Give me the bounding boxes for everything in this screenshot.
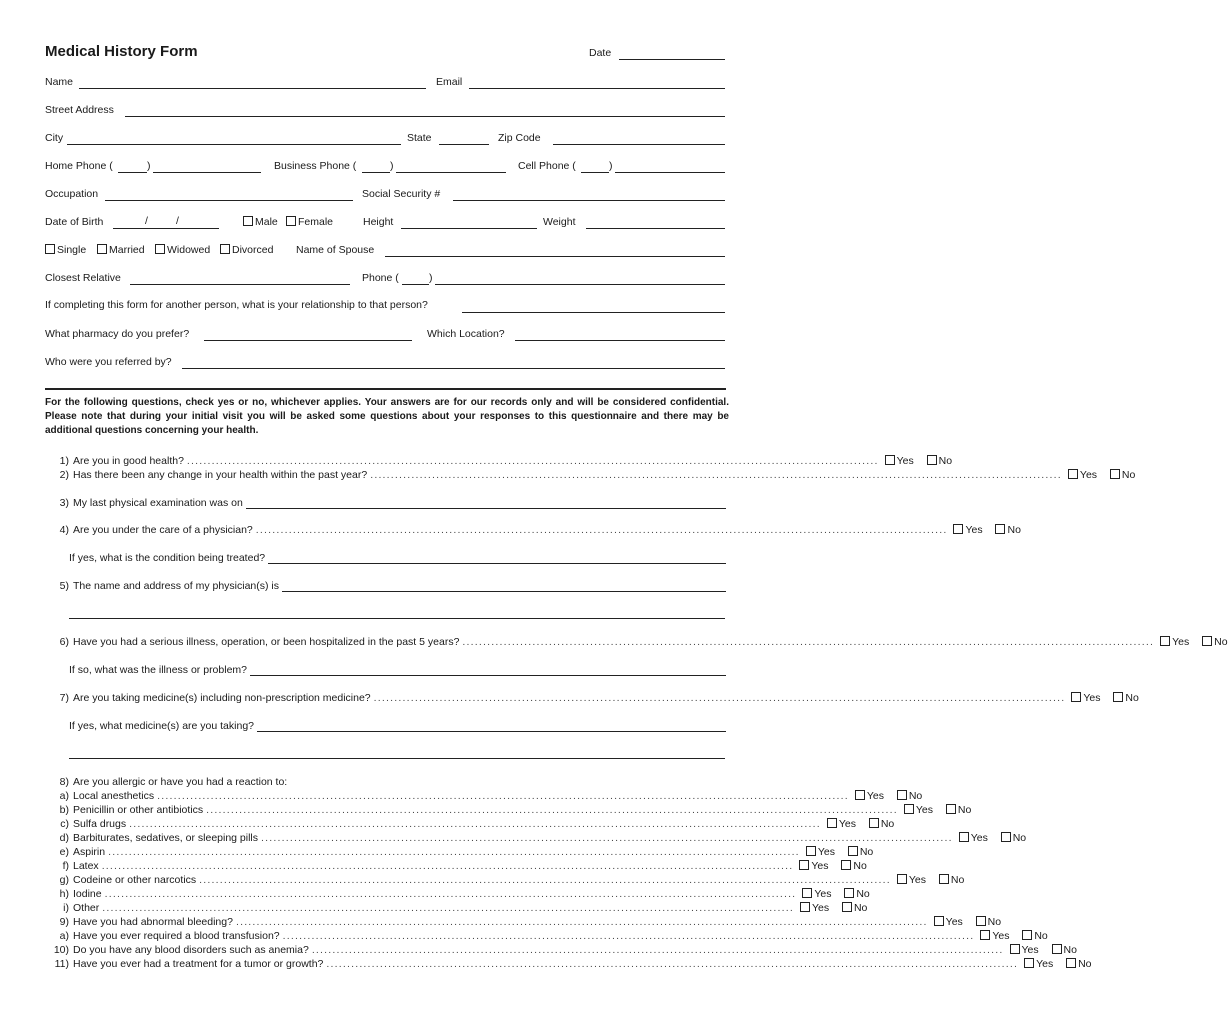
- single-text: Single: [57, 244, 87, 256]
- pharmacy-field[interactable]: [204, 340, 412, 341]
- q8-number: 8): [59, 776, 69, 788]
- dob-slash-2: /: [176, 215, 179, 227]
- question-8h: [55, 887, 870, 901]
- q1-yes[interactable]: Yes: [885, 455, 927, 467]
- home-phone-field[interactable]: [153, 172, 261, 173]
- occupation-label: Occupation: [45, 188, 99, 200]
- q7-number: 7): [59, 692, 69, 704]
- leader-dots: ........................................................................................................................................................................: [282, 930, 975, 942]
- q9a-text: Have you ever required a blood transfusion?: [73, 930, 280, 942]
- q9-yes[interactable]: Yes: [934, 916, 976, 928]
- relationship-field[interactable]: [462, 312, 725, 313]
- q8d-letter: d): [59, 832, 69, 844]
- q1-no[interactable]: No: [927, 455, 957, 467]
- question-6: [45, 635, 1228, 649]
- female-checkbox[interactable]: [286, 216, 296, 226]
- question-2: [45, 468, 1136, 482]
- leader-dots: ........................................................................................................................................................................: [102, 902, 794, 914]
- question-6-followup: [69, 663, 726, 677]
- ssn-label: Social Security #: [362, 188, 441, 200]
- occupation-field[interactable]: [105, 200, 353, 201]
- question-9: [45, 915, 1002, 929]
- q6-no[interactable]: No: [1202, 636, 1232, 648]
- q8f-letter: f): [62, 860, 69, 872]
- city-label: City: [45, 132, 64, 144]
- leader-dots: ........................................................................................................................................................................: [326, 958, 1019, 970]
- relative-label: Closest Relative: [45, 272, 121, 284]
- question-8a: [55, 789, 923, 803]
- email-label: Email: [436, 76, 463, 88]
- female-option[interactable]: [286, 216, 333, 228]
- q8h-no[interactable]: No: [844, 888, 874, 900]
- business-phone-label: Business Phone (: [274, 160, 357, 172]
- q9-number: 9): [59, 916, 69, 928]
- q6-follow-text: If so, what was the illness or problem?: [69, 664, 247, 676]
- height-field[interactable]: [401, 228, 537, 229]
- q5-text: The name and address of my physician(s) is: [73, 580, 280, 592]
- q8h-text: Iodine: [73, 888, 102, 900]
- q4-follow-field[interactable]: [268, 553, 726, 564]
- question-1: [45, 454, 953, 468]
- q2-text: Has there been any change in your health within the past year?: [73, 469, 368, 481]
- q8a-text: Local anesthetics: [73, 790, 155, 802]
- home-phone-area-field[interactable]: [118, 172, 147, 173]
- pharmacy-label: What pharmacy do you prefer?: [45, 328, 190, 340]
- city-field[interactable]: [67, 144, 401, 145]
- q8c-no[interactable]: No: [869, 818, 899, 830]
- q2-number: 2): [59, 469, 69, 481]
- q2-no[interactable]: No: [1110, 469, 1140, 481]
- weight-field[interactable]: [586, 228, 725, 229]
- question-8c: [55, 817, 895, 831]
- divorced-option[interactable]: [220, 244, 273, 256]
- state-label: State: [407, 132, 432, 144]
- q8g-no[interactable]: No: [939, 874, 969, 886]
- q8b-no[interactable]: No: [946, 804, 976, 816]
- q7-follow-field[interactable]: [257, 721, 726, 732]
- question-8i: [55, 901, 868, 915]
- q1-text: Are you in good health?: [73, 455, 184, 467]
- business-phone-paren: ): [390, 160, 394, 172]
- q6-number: 6): [59, 636, 69, 648]
- q8h-yes[interactable]: Yes: [802, 888, 844, 900]
- spouse-field[interactable]: [385, 256, 725, 257]
- q9a-no[interactable]: No: [1022, 930, 1052, 942]
- leader-dots: ........................................................................................................................................................................: [261, 832, 953, 844]
- q8a-letter: a): [59, 790, 69, 802]
- married-text: Married: [109, 244, 145, 256]
- q8-text: Are you allergic or have you had a reaction to:: [73, 776, 288, 788]
- q5-field-line-2[interactable]: [69, 618, 725, 619]
- leader-dots: ........................................................................................................................................................................: [199, 874, 891, 886]
- q11-text: Have you ever had a treatment for a tumor or growth?: [73, 958, 324, 970]
- q6-text: Have you had a serious illness, operation, or been hospitalized in the past 5 years?: [73, 636, 460, 648]
- q11-no[interactable]: No: [1066, 958, 1096, 970]
- question-11: [45, 957, 1092, 971]
- zip-field[interactable]: [553, 144, 725, 145]
- q5-field[interactable]: [282, 581, 726, 592]
- q8i-letter: i): [63, 902, 69, 914]
- male-option[interactable]: [243, 216, 278, 228]
- state-field[interactable]: [439, 144, 489, 145]
- q4-no[interactable]: No: [995, 524, 1025, 536]
- q8c-yes[interactable]: Yes: [827, 818, 869, 830]
- widowed-text: Widowed: [167, 244, 211, 256]
- cell-phone-label: Cell Phone (: [518, 160, 576, 172]
- relative-phone-field[interactable]: [435, 284, 725, 285]
- female-text: Female: [298, 216, 334, 228]
- widowed-checkbox[interactable]: [155, 244, 165, 254]
- home-phone-paren: ): [147, 160, 151, 172]
- leader-dots: ........................................................................................................................................................................: [129, 818, 821, 830]
- q9a-yes[interactable]: Yes: [980, 930, 1022, 942]
- q8e-letter: e): [59, 846, 69, 858]
- location-label: Which Location?: [427, 328, 505, 340]
- question-8g: [55, 873, 965, 887]
- q7-field-line-2[interactable]: [69, 758, 725, 759]
- single-checkbox[interactable]: [45, 244, 55, 254]
- q8e-text: Aspirin: [73, 846, 106, 858]
- q10-yes[interactable]: Yes: [1010, 944, 1052, 956]
- q8c-letter: c): [60, 818, 69, 830]
- question-8d: [55, 831, 1027, 845]
- referred-label: Who were you referred by?: [45, 356, 172, 368]
- divorced-text: Divorced: [232, 244, 274, 256]
- leader-dots: ........................................................................................................................................................................: [370, 469, 1062, 481]
- q7-no[interactable]: No: [1113, 692, 1143, 704]
- question-10: [45, 943, 1077, 957]
- q10-no[interactable]: No: [1052, 944, 1082, 956]
- question-8f: [55, 859, 867, 873]
- q8f-no[interactable]: No: [841, 860, 871, 872]
- married-option[interactable]: [97, 244, 145, 256]
- leader-dots: ........................................................................................................................................................................: [462, 636, 1155, 648]
- street-label: Street Address: [45, 104, 114, 116]
- q5-number: 5): [59, 580, 69, 592]
- q4-number: 4): [59, 524, 69, 536]
- q8h-letter: h): [59, 888, 69, 900]
- cell-phone-area-field[interactable]: [581, 172, 609, 173]
- section-divider: [45, 388, 726, 390]
- question-4-followup: [69, 551, 726, 565]
- q8e-no[interactable]: No: [848, 846, 878, 858]
- leader-dots: ........................................................................................................................................................................: [108, 846, 800, 858]
- date-label: Date: [589, 47, 612, 59]
- name-field[interactable]: [79, 88, 426, 89]
- q8f-text: Latex: [73, 860, 99, 872]
- dob-field[interactable]: [113, 228, 219, 229]
- q8b-letter: b): [59, 804, 69, 816]
- q7-text: Are you taking medicine(s) including non-prescription medicine?: [73, 692, 371, 704]
- street-field[interactable]: [125, 116, 725, 117]
- date-field[interactable]: [619, 59, 725, 60]
- email-field[interactable]: [469, 88, 725, 89]
- q8g-yes[interactable]: Yes: [897, 874, 939, 886]
- q8d-text: Barbiturates, sedatives, or sleeping pills: [73, 832, 259, 844]
- q6-yes[interactable]: Yes: [1160, 636, 1202, 648]
- question-8b: [55, 803, 972, 817]
- single-option[interactable]: [45, 244, 86, 256]
- leader-dots: ........................................................................................................................................................................: [255, 524, 948, 536]
- q2-yes[interactable]: Yes: [1068, 469, 1110, 481]
- q11-number: 11): [54, 958, 69, 970]
- q9-no[interactable]: No: [976, 916, 1006, 928]
- q8c-text: Sulfa drugs: [73, 818, 127, 830]
- male-checkbox[interactable]: [243, 216, 253, 226]
- q7-yes[interactable]: Yes: [1071, 692, 1113, 704]
- business-phone-area-field[interactable]: [362, 172, 390, 173]
- leader-dots: ........................................................................................................................................................................: [206, 804, 898, 816]
- instructions-text: For the following questions, check yes or no, whichever applies. Your answers are for our records only and will be considered confidential. Please note that during your initial visit you will be asked some questions about your responses to this questionnaire and there may be additional questions concerning your health.: [45, 397, 729, 436]
- q8d-no[interactable]: No: [1001, 832, 1031, 844]
- referred-field[interactable]: [182, 368, 725, 369]
- question-7-followup: [69, 719, 726, 733]
- q3-text: My last physical examination was on: [73, 497, 243, 509]
- relative-field[interactable]: [130, 284, 350, 285]
- leader-dots: ........................................................................................................................................................................: [373, 692, 1066, 704]
- leader-dots: ........................................................................................................................................................................: [101, 860, 794, 872]
- leader-dots: ........................................................................................................................................................................: [235, 916, 928, 928]
- question-7: [45, 691, 1139, 705]
- q8d-yes[interactable]: Yes: [959, 832, 1001, 844]
- relative-phone-area-field[interactable]: [402, 284, 429, 285]
- q10-number: 10): [53, 944, 69, 956]
- q8b-text: Penicillin or other antibiotics: [73, 804, 204, 816]
- q10-text: Do you have any blood disorders such as anemia?: [73, 944, 309, 956]
- question-9a: [55, 929, 1048, 943]
- male-text: Male: [255, 216, 278, 228]
- home-phone-label: Home Phone (: [45, 160, 113, 172]
- q4-yes[interactable]: Yes: [953, 524, 995, 536]
- q8i-text: Other: [73, 902, 100, 914]
- q8f-yes[interactable]: Yes: [799, 860, 841, 872]
- cell-phone-paren: ): [609, 160, 613, 172]
- question-8: [45, 775, 726, 789]
- cell-phone-field[interactable]: [615, 172, 725, 173]
- q3-number: 3): [59, 497, 69, 509]
- q8g-letter: g): [59, 874, 69, 886]
- q8b-yes[interactable]: Yes: [904, 804, 946, 816]
- question-8e: [55, 845, 874, 859]
- divorced-checkbox[interactable]: [220, 244, 230, 254]
- q6-follow-field[interactable]: [250, 665, 726, 676]
- dob-slash-1: /: [145, 215, 148, 227]
- zip-label: Zip Code: [498, 132, 541, 144]
- q4-follow-text: If yes, what is the condition being treated?: [69, 552, 266, 564]
- dob-label: Date of Birth: [45, 216, 104, 228]
- form-title: Medical History Form: [45, 43, 198, 60]
- leader-dots: ........................................................................................................................................................................: [311, 944, 1004, 956]
- q7-follow-text: If yes, what medicine(s) are you taking?: [69, 720, 255, 732]
- name-label: Name: [45, 76, 74, 88]
- leader-dots: ........................................................................................................................................................................: [186, 455, 879, 467]
- q8i-yes[interactable]: Yes: [800, 902, 842, 914]
- q11-yes[interactable]: Yes: [1024, 958, 1066, 970]
- relative-phone-label: Phone (: [362, 272, 399, 284]
- spouse-label: Name of Spouse: [296, 244, 375, 256]
- q1-number: 1): [59, 455, 69, 467]
- height-label: Height: [363, 216, 394, 228]
- relative-phone-paren: ): [429, 272, 433, 284]
- married-checkbox[interactable]: [97, 244, 107, 254]
- q4-text: Are you under the care of a physician?: [73, 524, 253, 536]
- relationship-label: If completing this form for another person, what is your relationship to that person?: [45, 299, 428, 311]
- leader-dots: ........................................................................................................................................................................: [104, 888, 797, 900]
- ssn-field[interactable]: [453, 200, 725, 201]
- q8i-no[interactable]: No: [842, 902, 872, 914]
- business-phone-field[interactable]: [396, 172, 506, 173]
- q9-text: Have you had abnormal bleeding?: [73, 916, 233, 928]
- leader-dots: ........................................................................................................................................................................: [157, 790, 849, 802]
- q8g-text: Codeine or other narcotics: [73, 874, 197, 886]
- q8a-yes[interactable]: Yes: [855, 790, 897, 802]
- widowed-option[interactable]: [155, 244, 210, 256]
- question-4: [45, 523, 1021, 537]
- q8e-yes[interactable]: Yes: [806, 846, 848, 858]
- question-5: [45, 579, 726, 593]
- question-3: [45, 496, 726, 510]
- q3-field[interactable]: [246, 498, 726, 509]
- weight-label: Weight: [543, 216, 576, 228]
- q8a-no[interactable]: No: [897, 790, 927, 802]
- q9a-letter: a): [59, 930, 69, 942]
- location-field[interactable]: [515, 340, 725, 341]
